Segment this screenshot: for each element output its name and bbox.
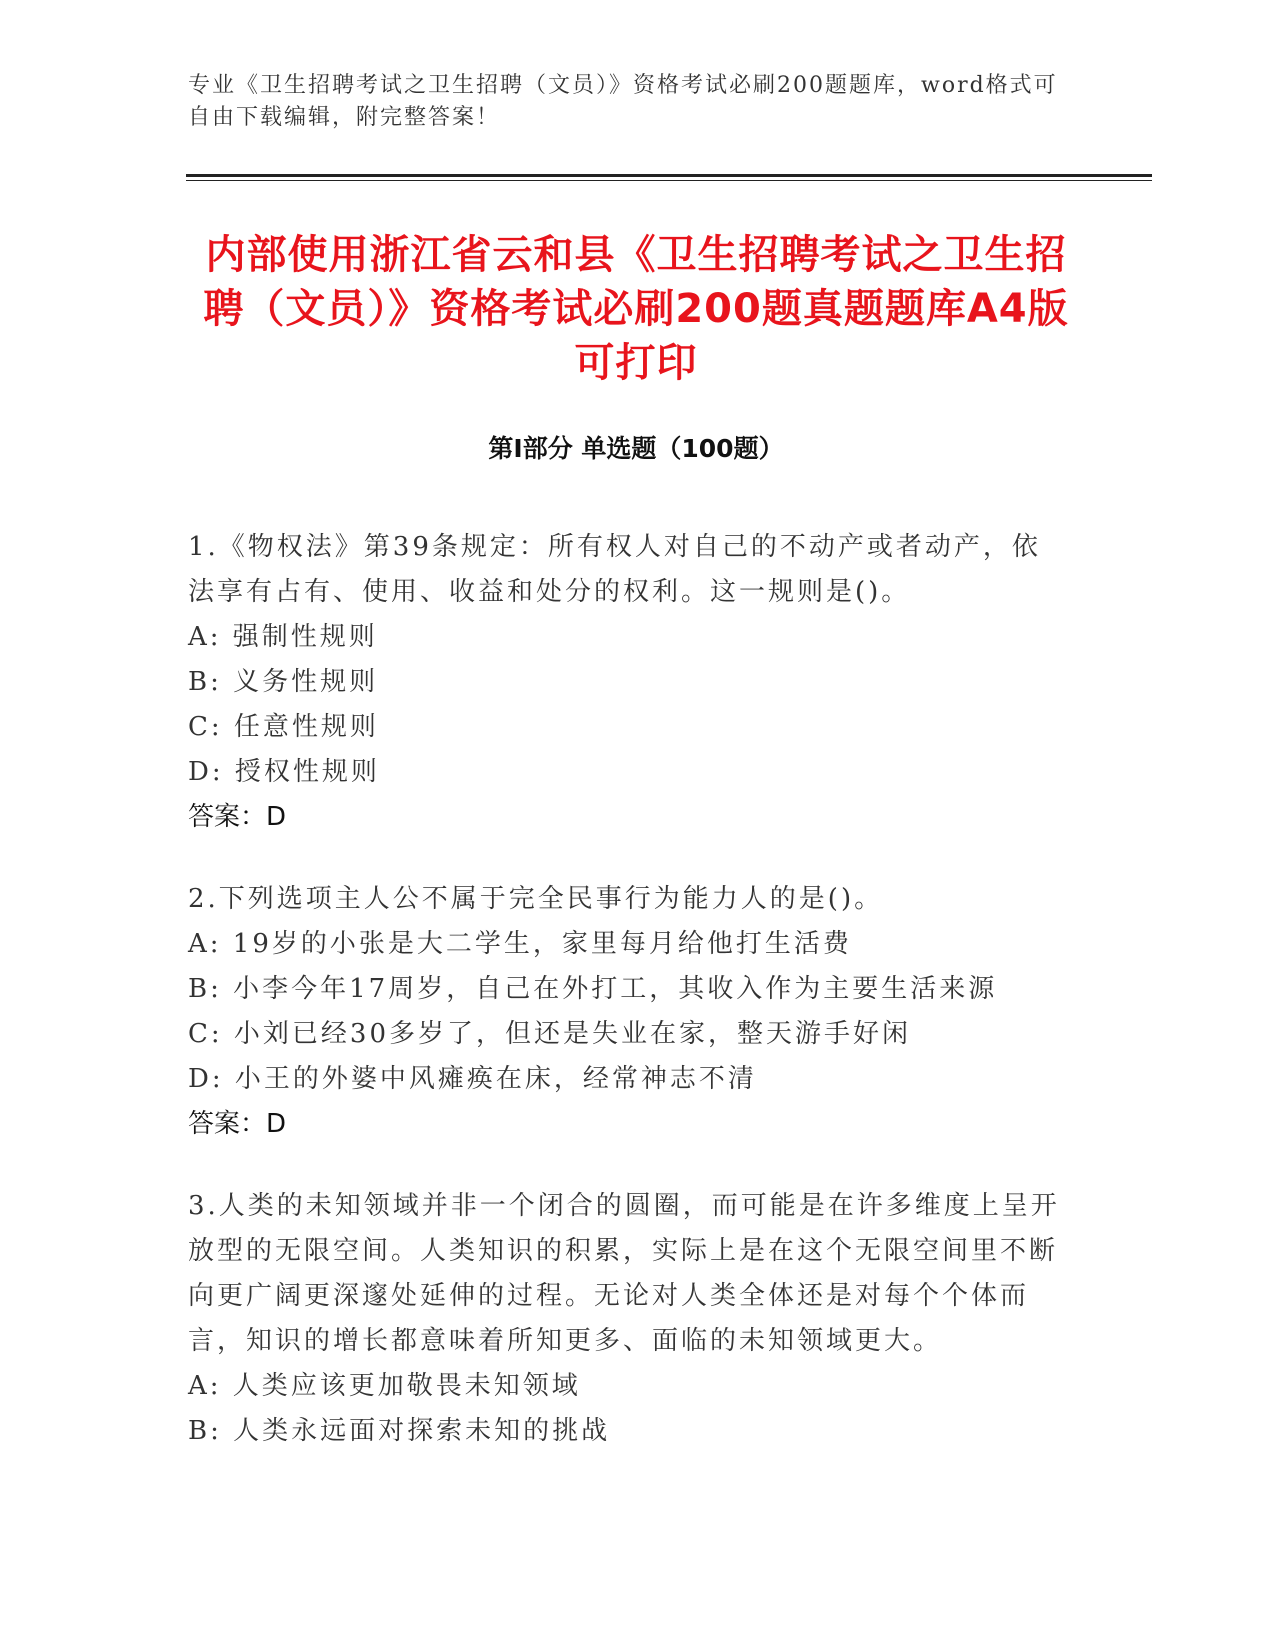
question-stem: 2.下列选项主人公不属于完全民事行为能力人的是()。 [188, 884, 884, 914]
option-c: C: 任意性规则 [188, 712, 379, 742]
option-d: D: 授权性规则 [188, 757, 380, 787]
option-a: A: 人类应该更加敬畏未知领域 [188, 1371, 581, 1401]
document-title: 内部使用浙江省云和县《卫生招聘考试之卫生招聘（文员）》资格考试必刷200题真题题库A4版可打印 [203, 232, 1069, 386]
question-stem: 1.《物权法》第39条规定：所有权人对自己的不动产或者动产，依法享有占有、使用、收益和处分的权利。这一规则是()。 [188, 532, 1041, 607]
question-list [188, 525, 1068, 1491]
header-rule-thick [186, 174, 1152, 177]
section-heading: 第Ⅰ部分 单选题（100题） [488, 434, 784, 463]
option-b: B: 小李今年17周岁，自己在外打工，其收入作为主要生活来源 [188, 974, 998, 1004]
header-rule-thin [186, 180, 1152, 181]
answer: 答案：D [188, 802, 287, 832]
header-note: 专业《卫生招聘考试之卫生招聘（文员）》资格考试必刷200题题库，word格式可自由下载编辑，附完整答案！ [188, 73, 1058, 130]
question-1 [188, 525, 1068, 840]
option-a: A: 强制性规则 [188, 622, 378, 652]
question-3 [188, 1184, 1068, 1454]
option-a: A: 19岁的小张是大二学生，家里每月给他打生活费 [188, 929, 852, 959]
question-stem: 3.人类的未知领域并非一个闭合的圆圈，而可能是在许多维度上呈开放型的无限空间。人类知识的积累，实际上是在这个无限空间里不断向更广阔更深邃处延伸的过程。无论对人类全体还是对每个个体而言，知识的增长都意味着所知更多、面临的未知领域更大。 [188, 1191, 1060, 1356]
option-c: C: 小刘已经30多岁了，但还是失业在家，整天游手好闲 [188, 1019, 912, 1049]
option-b: B: 人类永远面对探索未知的挑战 [188, 1416, 611, 1446]
answer: 答案：D [188, 1109, 287, 1139]
option-d: D: 小王的外婆中风瘫痪在床，经常神志不清 [188, 1064, 757, 1094]
question-2 [188, 877, 1068, 1147]
option-b: B: 义务性规则 [188, 667, 379, 697]
